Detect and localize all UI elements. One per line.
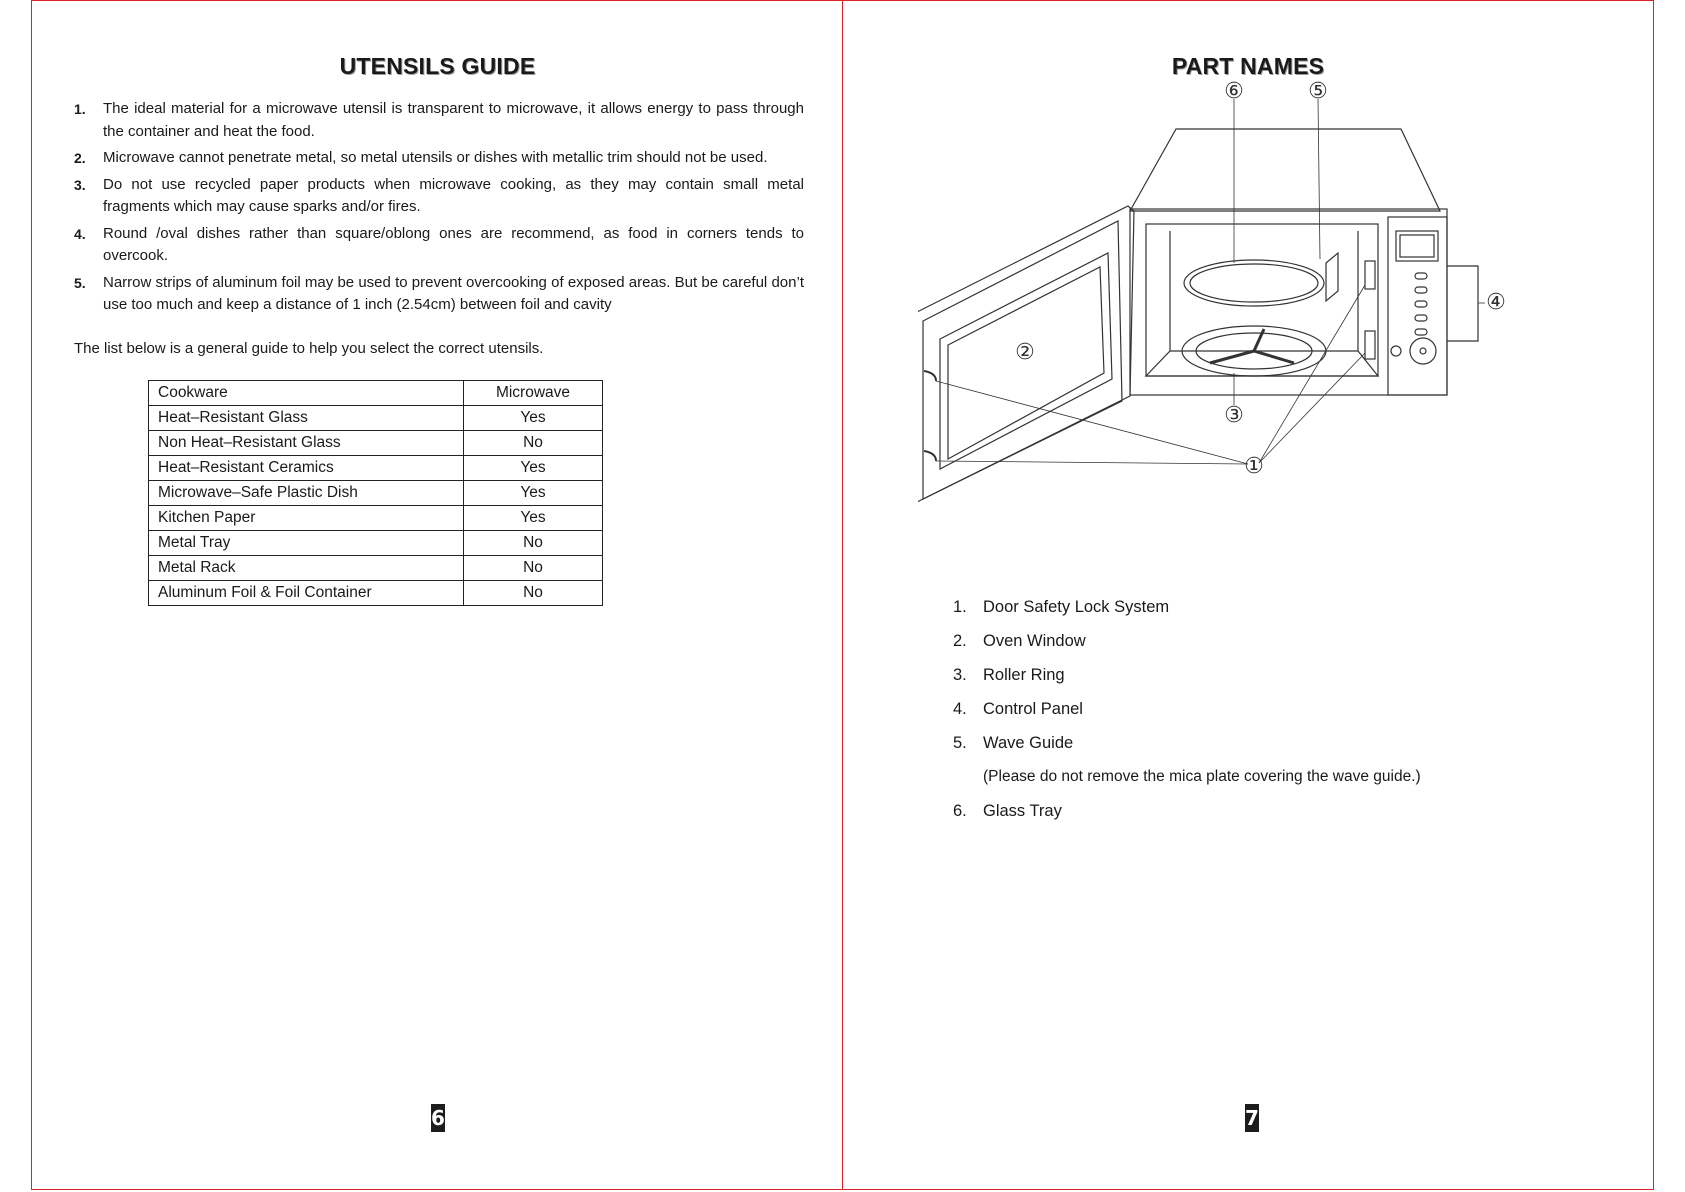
door-hook: [924, 451, 936, 461]
microwave-safe-cell: Yes: [464, 481, 603, 506]
control-panel-bracket: [1447, 266, 1478, 341]
microwave-safe-cell: Yes: [464, 406, 603, 431]
cookware-cell: Metal Rack: [149, 556, 464, 581]
page-number: 7: [1245, 1106, 1259, 1130]
cookware-cell: Kitchen Paper: [149, 506, 464, 531]
part-number: 3.: [953, 666, 967, 684]
rule-text: Narrow strips of aluminum foil may be used to prevent overcooking of exposed areas. But be careful don’t use too much and keep a distance of 1 inch (2.54cm) between foil and cavity: [103, 273, 804, 313]
cookware-cell: Heat–Resistant Ceramics: [149, 456, 464, 481]
callout-6: ⑥: [1224, 81, 1244, 104]
table-intro: The list below is a general guide to help you select the correct utensils.: [74, 340, 544, 357]
door-latch-slot: [1365, 261, 1375, 289]
cookware-cell: Non Heat–Resistant Glass: [149, 431, 464, 456]
right-page: [842, 0, 1654, 1190]
leader-lines: [936, 99, 1485, 464]
rule-item: [74, 223, 804, 268]
microwave-safe-cell: No: [464, 581, 603, 606]
table-row: [149, 506, 603, 531]
part-number: 6.: [953, 802, 967, 820]
callout-1: ①: [1244, 454, 1264, 479]
microwave-safe-cell: No: [464, 431, 603, 456]
table-row: [149, 481, 603, 506]
left-page: [31, 0, 843, 1190]
part-number: 5.: [953, 734, 967, 752]
control-dial: [1410, 338, 1436, 364]
rule-item: [74, 272, 804, 317]
wave-guide: [1326, 253, 1338, 301]
callout-4: ④: [1486, 290, 1506, 315]
door-hook: [924, 371, 936, 381]
microwave-safe-cell: Yes: [464, 456, 603, 481]
table-header-row: [149, 381, 603, 406]
part-label: Glass Tray: [983, 802, 1062, 820]
rule-text: Do not use recycled paper products when microwave cooking, as they may contain small metal fragments which may cause sparks and/or fires.: [103, 175, 804, 215]
rule-number: 4.: [74, 225, 86, 242]
part-label: Door Safety Lock System: [983, 598, 1170, 616]
microwave-safe-cell: No: [464, 556, 603, 581]
utensils-guide-title: UTENSILS GUIDE: [339, 53, 536, 79]
cookware-cell: Microwave–Safe Plastic Dish: [149, 481, 464, 506]
part-number: 4.: [953, 700, 967, 718]
page-number: 6: [431, 1106, 445, 1130]
part-label: Oven Window: [983, 632, 1086, 650]
rule-number: 2.: [74, 150, 86, 166]
part-note-text: (Please do not remove the mica plate covering the wave guide.): [983, 768, 1421, 785]
table-row: [149, 581, 603, 606]
rule-number: 3.: [74, 176, 86, 193]
rule-item: [74, 98, 804, 143]
part-number: 1.: [953, 598, 967, 616]
glass-tray: [1184, 260, 1324, 306]
microwave-diagram: [918, 81, 1558, 551]
callout-5: ⑤: [1308, 81, 1328, 104]
table-row: [149, 531, 603, 556]
rule-text: Microwave cannot penetrate metal, so metal utensils or dishes with metallic trim should not be used.: [103, 149, 768, 166]
part-names-title: PART NAMES: [1171, 53, 1325, 79]
header-cookware: Cookware: [149, 381, 464, 406]
microwave-safe-cell: No: [464, 531, 603, 556]
header-microwave: Microwave: [464, 381, 603, 406]
table-row: [149, 456, 603, 481]
rule-text: The ideal material for a microwave utensil is transparent to microwave, it allows energy to pass through the container and heat the food.: [103, 100, 804, 140]
table-row: [149, 431, 603, 456]
cookware-cell: Metal Tray: [149, 531, 464, 556]
utensil-table: [148, 380, 603, 606]
part-label: Control Panel: [983, 700, 1083, 718]
rule-number: 1.: [74, 101, 86, 117]
glass-tray-rim: [1190, 264, 1318, 302]
callout-2: ②: [1015, 340, 1035, 365]
table-row: [149, 556, 603, 581]
rule-item: [74, 147, 804, 170]
microwave-safe-cell: Yes: [464, 506, 603, 531]
part-label: Wave Guide: [983, 734, 1074, 752]
rule-item: [74, 174, 804, 219]
control-dial-center: [1420, 348, 1426, 354]
rule-number: 5.: [74, 274, 86, 291]
cookware-cell: Aluminum Foil & Foil Container: [149, 581, 464, 606]
turntable-coupler: [1210, 329, 1294, 363]
part-label: Roller Ring: [983, 666, 1065, 684]
table-row: [149, 406, 603, 431]
part-number: 2.: [953, 632, 967, 650]
cookware-cell: Heat–Resistant Glass: [149, 406, 464, 431]
control-buttons: [1391, 273, 1427, 356]
utensil-rules-list: [74, 98, 804, 321]
rule-text: Round /oval dishes rather than square/oblong ones are recommend, as food in corners tends to overcook.: [103, 224, 804, 264]
display-screen: [1400, 235, 1434, 257]
microwave-top-outline: [1130, 129, 1440, 211]
door-latch-slot: [1365, 331, 1375, 359]
callout-3: ③: [1224, 403, 1244, 428]
